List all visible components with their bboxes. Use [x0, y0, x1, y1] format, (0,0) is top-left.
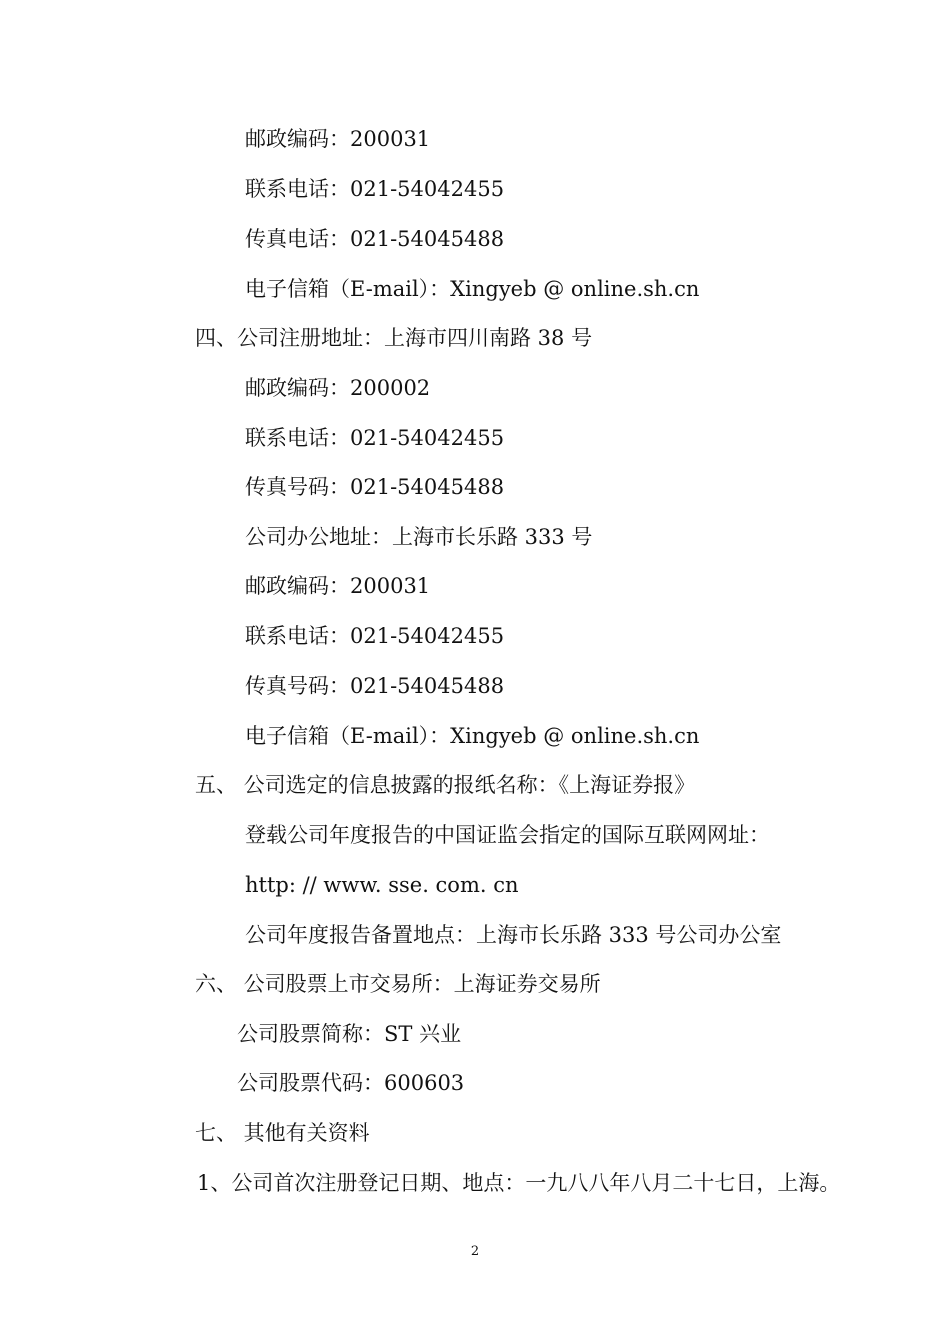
office-phone-line: 联系电话：021-54042455 [245, 624, 505, 648]
stock-abbreviation-line: 公司股票简称：ST 兴业 [237, 1022, 462, 1046]
report-location-line: 公司年度报告备置地点：上海市长乐路 333 号公司办公室 [245, 923, 782, 947]
registration-date-line: 1、公司首次注册登记日期、地点：一九八八年八月二十七日，上海。 [197, 1171, 841, 1195]
section-4-heading: 四、公司注册地址：上海市四川南路 38 号 [195, 326, 593, 350]
registered-phone-line: 联系电话：021-54042455 [245, 426, 505, 450]
postal-code-line: 邮政编码：200031 [245, 127, 431, 151]
website-url-line: http: // www. sse. com. cn [245, 873, 519, 897]
office-email-line: 电子信箱（E-mail）：Xingyeb @ online.sh.cn [245, 724, 700, 748]
stock-code-line: 公司股票代码：600603 [237, 1071, 465, 1095]
registered-postal-code-line: 邮政编码：200002 [245, 376, 431, 400]
registered-fax-line: 传真号码：021-54045488 [245, 475, 505, 499]
office-postal-code-line: 邮政编码：200031 [245, 574, 431, 598]
fax-line: 传真电话：021-54045488 [245, 227, 505, 251]
phone-line: 联系电话：021-54042455 [245, 177, 505, 201]
section-6-heading: 六、 公司股票上市交易所：上海证券交易所 [195, 972, 601, 996]
page-number: 2 [470, 1244, 480, 1259]
section-7-heading: 七、 其他有关资料 [195, 1121, 370, 1145]
office-fax-line: 传真号码：021-54045488 [245, 674, 505, 698]
website-intro-line: 登载公司年度报告的中国证监会指定的国际互联网网址： [245, 823, 770, 847]
office-address-line: 公司办公地址：上海市长乐路 333 号 [245, 525, 593, 549]
section-5-heading: 五、 公司选定的信息披露的报纸名称：《上海证券报》 [195, 773, 696, 797]
email-line: 电子信箱（E-mail）：Xingyeb @ online.sh.cn [245, 277, 700, 301]
